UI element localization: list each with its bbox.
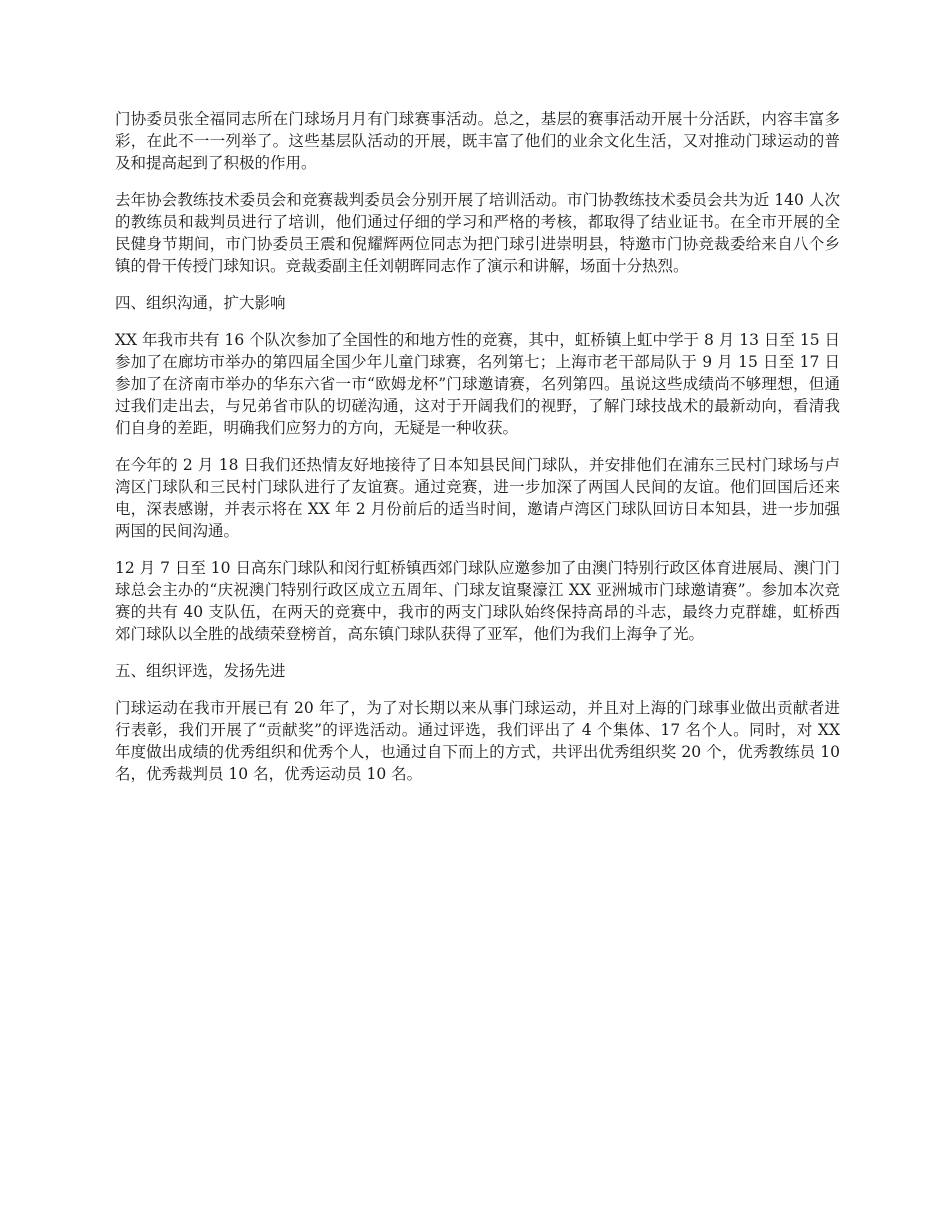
paragraph-macau-invitational: 12 月 7 日至 10 日高东门球队和闵行虹桥镇西郊门球队应邀参加了由澳门特别行政区体育进展局、澳门门球总会主办的“庆祝澳门特别行政区成立五周年、门球友谊聚濠江 XX 亚洲城市门球邀请赛”。参加本次竞赛的共有 40 支队伍，在两天的竞赛中，我市的两支门球队始终保持高昂的斗志，最终力克群雄，虹桥西郊门球队以全胜的战绩荣登榜首，高东镇门球队获得了亚军，他们为我们上海争了光。 <box>115 559 840 643</box>
section-heading-awards: 五、组织评选，发扬先进 <box>115 662 286 680</box>
paragraph-contribution-awards: 门球运动在我市开展已有 20 年了，为了对长期以来从事门球运动，并且对上海的门球事业做出贡献者进行表彰，我们开展了“贡献奖”的评选活动。通过评选，我们评出了 4 个集体、17 名个人。同时，对 XX 年度做出成绩的优秀组织和优秀个人，也通过自下而上的方式，共评出优秀组织奖 20 个，优秀教练员 10 名，优秀裁判员 10 名，优秀运动员 10 名。 <box>115 699 840 783</box>
paragraph-japan-friendship: 在今年的 2 月 18 日我们还热情友好地接待了日本知县民间门球队，并安排他们在浦东三民村门球场与卢湾区门球队和三民村门球队进行了友谊赛。通过竞赛，进一步加深了两国人民间的友谊。他们回国后还来电，深表感谢，并表示将在 XX 年 2 月份前后的适当时间，邀请卢湾区门球队回访日本知县，进一步加强两国的民间沟通。 <box>115 456 840 540</box>
paragraph-grassroots-activities: 门协委员张全福同志所在门球场月月有门球赛事活动。总之，基层的赛事活动开展十分活跃，内容丰富多彩，在此不一一列举了。这些基层队活动的开展，既丰富了他们的业余文化生活，又对推动门球运动的普及和提高起到了积极的作用。 <box>115 110 840 172</box>
paragraph-national-competitions: XX 年我市共有 16 个队次参加了全国性的和地方性的竞赛，其中，虹桥镇上虹中学于 8 月 13 日至 15 日参加了在廊坊市举办的第四届全国少年儿童门球赛，名列第七；上海市老干部局队于 9 月 15 日至 17 日参加了在济南市举办的华东六省一市“欧姆龙杯”门球邀请赛，名列第四。虽说这些成绩尚不够理想，但通过我们走出去，与兄弟省市队的切磋沟通，这对于开阔我们的视野，了解门球技战术的最新动向，看清我们自身的差距，明确我们应努力的方向，无疑是一种收获。 <box>115 331 840 437</box>
paragraph-training-activities: 去年协会教练技术委员会和竞赛裁判委员会分别开展了培训活动。市门协教练技术委员会共为近 140 人次的教练员和裁判员进行了培训，他们通过仔细的学习和严格的考核，都取得了结业证书。在全市开展的全民健身节期间，市门协委员王震和倪耀辉两位同志为把门球引进崇明县，特邀市门协竞裁委给来自八个乡镇的骨干传授门球知识。竞裁委副主任刘朝晖同志作了演示和讲解，场面十分热烈。 <box>115 191 840 275</box>
document-page <box>115 108 840 800</box>
section-heading-communication: 四、组织沟通，扩大影响 <box>115 294 286 312</box>
